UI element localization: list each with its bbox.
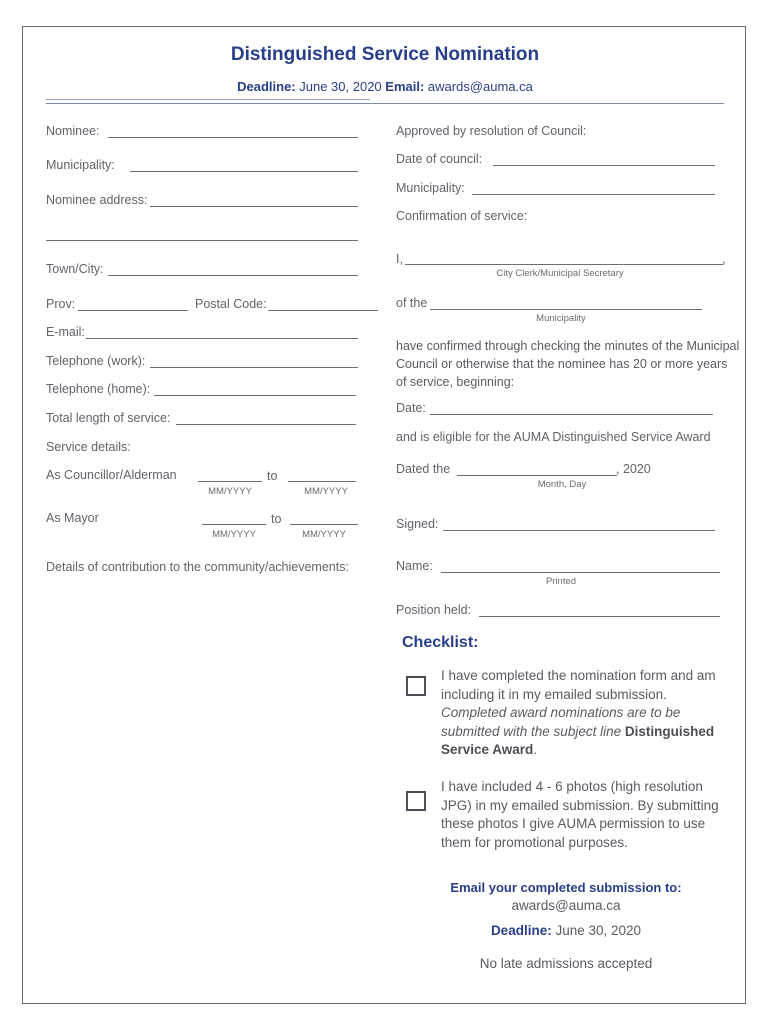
name-label: Name: xyxy=(396,559,433,573)
address-field-line2[interactable] xyxy=(46,240,358,241)
checklist-item-1-end: . xyxy=(533,742,538,757)
date-label: Date: xyxy=(396,401,426,415)
municipality-label: Municipality: xyxy=(46,158,115,172)
councillor-to: to xyxy=(267,469,278,483)
councillor-from-field[interactable] xyxy=(198,481,262,482)
prov-field[interactable] xyxy=(78,310,188,311)
mayor-from-field[interactable] xyxy=(202,524,266,525)
mayor-from-caption: MM/YYYY xyxy=(212,529,256,540)
mayor-to-field[interactable] xyxy=(290,524,358,525)
municipality-caption: Municipality xyxy=(536,313,586,324)
checklist-item-1-bold: Distinguished Service Award xyxy=(441,723,715,757)
confirmation-label: Confirmation of service: xyxy=(396,209,528,223)
confirmed-text: have confirmed through checking the minutes of the Municipal Council or otherwise that the nominee has 20 or more years of service, beginning: xyxy=(396,339,740,389)
postal-field[interactable] xyxy=(268,310,378,311)
prov-label: Prov: xyxy=(46,297,76,311)
tel-home-field[interactable] xyxy=(154,395,356,396)
email-prompt: Email your completed submission to: xyxy=(450,880,682,895)
date-council-label: Date of council: xyxy=(396,152,483,166)
email-label: Email: xyxy=(385,79,425,94)
councillor-label: As Councillor/Alderman xyxy=(46,468,177,482)
date-council-field[interactable] xyxy=(493,165,715,166)
footer-deadline xyxy=(396,923,736,938)
nominee-field[interactable] xyxy=(108,137,358,138)
position-field[interactable] xyxy=(479,616,720,617)
councillor-from-caption: MM/YYYY xyxy=(208,486,252,497)
municipality-field[interactable] xyxy=(130,171,358,172)
footer-deadline-value: June 30, 2020 xyxy=(555,923,642,938)
town-field[interactable] xyxy=(108,275,358,276)
email-field[interactable] xyxy=(86,338,358,339)
page-title: Distinguished Service Nomination xyxy=(230,44,540,65)
tel-home-label: Telephone (home): xyxy=(46,382,151,396)
address-label: Nominee address: xyxy=(46,193,148,207)
mayor-to-caption: MM/YYYY xyxy=(302,529,346,540)
date-field[interactable] xyxy=(430,414,713,415)
approved-label: Approved by resolution of Council: xyxy=(396,124,587,138)
address-field[interactable] xyxy=(150,206,358,207)
postal-label: Postal Code: xyxy=(195,297,267,311)
printed-caption: Printed xyxy=(545,576,577,587)
service-details-label: Service details: xyxy=(46,440,131,454)
tel-work-label: Telephone (work): xyxy=(46,354,146,368)
checklist-item-2: I have included 4 - 6 photos (high resolution JPG) in my emailed submission. By submitting these photos I give AUMA permission to use them for promotional purposes. xyxy=(441,779,719,850)
councillor-to-field[interactable] xyxy=(288,481,356,482)
signed-field[interactable] xyxy=(443,530,715,531)
of-the-label: of the xyxy=(396,296,428,310)
footer-email: awards@auma.ca xyxy=(511,898,621,913)
header-deadline xyxy=(0,79,770,94)
right-municipality-label: Municipality: xyxy=(396,181,465,195)
total-length-label: Total length of service: xyxy=(46,411,171,425)
position-label: Position held: xyxy=(396,603,472,617)
email-label-left: E-mail: xyxy=(46,325,85,339)
checklist-checkbox-2[interactable] xyxy=(406,791,426,811)
clerk-name-field[interactable] xyxy=(405,264,723,265)
dated-field[interactable] xyxy=(457,475,617,476)
mayor-to: to xyxy=(271,512,282,526)
i-comma: , xyxy=(722,252,726,266)
eligible-text: and is eligible for the AUMA Distinguished Service Award xyxy=(396,430,711,444)
dated-the-label: Dated the xyxy=(396,462,451,476)
of-the-field[interactable] xyxy=(430,309,702,310)
councillor-to-caption: MM/YYYY xyxy=(304,486,348,497)
signed-label: Signed: xyxy=(396,517,439,531)
page-border xyxy=(22,26,746,1004)
checklist-item-1 xyxy=(441,667,731,760)
deadline-label: Deadline: xyxy=(237,79,296,94)
i-label: I, xyxy=(396,252,403,266)
footer-deadline-label: Deadline: xyxy=(490,923,552,938)
town-label: Town/City: xyxy=(46,262,104,276)
tel-work-field[interactable] xyxy=(150,367,358,368)
email-value: awards@auma.ca xyxy=(427,79,533,94)
checklist-checkbox-1[interactable] xyxy=(406,676,426,696)
checklist-item-1-text: I have completed the nomination form and am including it in my emailed submission. xyxy=(441,668,716,702)
no-late-text: No late admissions accepted xyxy=(479,956,653,971)
nominee-label: Nominee: xyxy=(46,124,100,138)
name-field[interactable] xyxy=(441,572,720,573)
deadline-value: June 30, 2020 xyxy=(299,79,382,94)
clerk-caption: City Clerk/Municipal Secretary xyxy=(496,268,624,279)
header-rule xyxy=(46,103,724,104)
mayor-label: As Mayor xyxy=(46,511,99,525)
details-label: Details of contribution to the community/achievements: xyxy=(46,560,349,574)
checklist-item-1-italic: Completed award nominations are to be submitted with the subject line xyxy=(441,705,681,739)
total-length-field[interactable] xyxy=(176,424,356,425)
header-rule-short xyxy=(46,99,370,100)
checklist-title: Checklist: xyxy=(402,634,479,651)
right-municipality-field[interactable] xyxy=(472,194,715,195)
year-suffix: , 2020 xyxy=(616,462,651,476)
month-day-caption: Month, Day xyxy=(537,479,587,490)
